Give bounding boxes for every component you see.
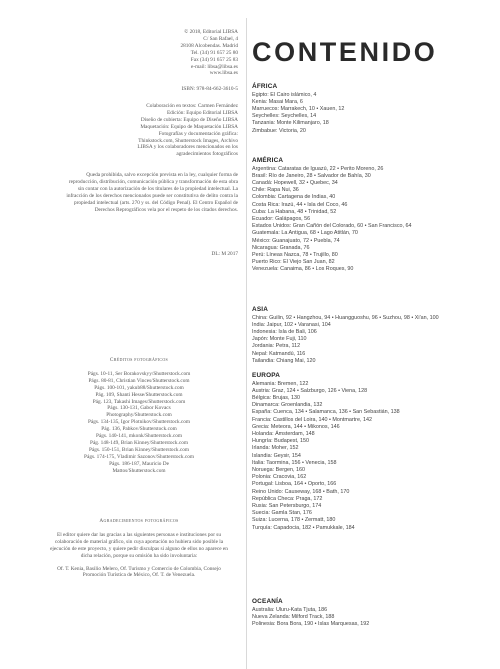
toc-entry: Suiza: Lucerna, 178 • Zermatt, 180	[252, 517, 336, 524]
photo-credit-line: Pág. 136, Pabkov/Shutterstock.com	[101, 426, 177, 433]
toc-entry: Brasil: Río de Janeiro, 28 • Salvador de Bahía, 30	[252, 172, 371, 179]
toc-entry: Polinesia: Bora Bora, 190 • Islas Marquesas, 192	[252, 620, 370, 627]
imprint-column	[0, 0, 238, 669]
toc-entry: Nicaragua: Granada, 76	[252, 244, 310, 251]
toc-entry: Cuba: La Habana, 48 • Trinidad, 52	[252, 208, 337, 215]
imprint-line: C/ San Rafael, 4	[203, 35, 238, 42]
toc-section	[252, 83, 498, 135]
credit-line: Diseño de cubierta: Equipo de Diseño LIBSA	[140, 116, 238, 123]
acknowledgements-names: Of. T. Kenia, Basilio Melero, Of. Turismo y Comercio de Colombia, Consejo Promoción Turística de México, Of. T. de Venezuela.	[57, 565, 221, 579]
photo-credit-line: Págs. 134-135, Igor Plotnikov/Shutterstock.com	[87, 419, 191, 426]
toc-entry: Turquía: Capadocia, 182 • Pamukkale, 184	[252, 524, 355, 531]
toc-entry: Chile: Rapa Nui, 36	[252, 187, 299, 194]
credit-line: Colaboración en textos: Carmen Fernández	[146, 103, 238, 109]
toc-entry: Zimbabue: Victoria, 20	[252, 127, 306, 134]
toc-entry: Bélgica: Brujas, 130	[252, 394, 300, 401]
isbn-text: ISBN: 978-84-662-3610-5	[181, 86, 238, 92]
production-credits	[48, 103, 238, 158]
photo-credit-line: Pág. 123, Takashi Images/Shutterstock.com	[92, 398, 186, 405]
toc-entry: República Checa: Praga, 172	[252, 495, 323, 502]
imprint-line: 28108 Alcobendas. Madrid	[180, 42, 238, 49]
photo-credit-line: Págs. 186-187, Mauricio De	[109, 460, 169, 467]
entry-list	[252, 607, 498, 629]
legal-deposit	[48, 251, 238, 258]
credit-line: LIBSA y los colaboradores mencionados en los	[137, 144, 238, 151]
photo-credit-line: Pág. 109, Shanti Hesse/Shutterstock.com	[95, 391, 183, 398]
toc-section	[252, 372, 498, 532]
region-heading: OCEANÍA	[252, 598, 283, 605]
toc-entry: Colombia: Cartagena de Indias, 40	[252, 194, 336, 201]
deposit-text: DL: M 2017	[211, 251, 238, 257]
toc-entry: México: Guanajuato, 72 • Puebla, 74	[252, 237, 340, 244]
toc-entry: Egipto: El Cairo islámico, 4	[252, 91, 317, 98]
region-heading: ASIA	[252, 306, 269, 313]
toc-entry: Venezuela: Canaima, 86 • Los Roques, 90	[252, 266, 354, 273]
photo-credit-line: Págs. 150-151, Brian Kinney/Shutterstock.com	[88, 446, 190, 453]
toc-entry: Alemania: Bremen, 122	[252, 380, 309, 387]
entry-list	[252, 315, 498, 365]
toc-entry: Japón: Monte Fuji, 110	[252, 336, 307, 343]
toc-entry: Estados Unidos: Gran Cañón del Colorado, 60 • San Francisco, 64	[252, 223, 412, 230]
toc-entry: Jordania: Petra, 112	[252, 343, 301, 350]
toc-entry: Suecia: Gamla Stan, 176	[252, 510, 312, 517]
photo-credit-line: Págs. 80-81, Christian Vinces/Shutterstock.com	[88, 377, 190, 384]
credit-line: Fotografías y documentación gráfica:	[158, 130, 238, 137]
toc-entry: Hungría: Budapest, 150	[252, 438, 309, 445]
photo-credit-line: Págs. 130-131, Gabor Kovacs	[107, 405, 171, 412]
photo-credit-line: Photography/Shutterstock.com	[106, 412, 172, 419]
entry-list	[252, 381, 498, 532]
imprint-line: e-mail: libsa@libsa.es	[191, 63, 238, 70]
page-title: CONTENIDO	[252, 37, 438, 67]
photo-credit-line: Págs. 140-141, mkonk/Shutterstock.com	[95, 433, 183, 440]
toc-entry: Francia: Castillos del Loira, 140 • Montmartre, 142	[252, 416, 372, 423]
photo-credits-list	[44, 371, 234, 475]
toc-entry: Tanzania: Monte Kilimanjaro, 18	[252, 120, 329, 127]
toc-entry: Islandia: Geysir, 154	[252, 452, 301, 459]
toc-entry: Nepal: Katmandú, 116	[252, 350, 306, 357]
acknowledgements-block	[50, 518, 228, 579]
toc-section	[252, 598, 498, 628]
publisher-imprint	[48, 29, 238, 77]
toc-entry: Marruecos: Marrakech, 10 • Xauen, 12	[252, 105, 345, 112]
toc-entry: Noruega: Bergen, 160	[252, 466, 306, 473]
toc-entry: Guatemala: La Antigua, 68 • Lago Atitlán, 70	[252, 230, 358, 237]
imprint-line: © 2018, Editorial LIBSA	[184, 29, 238, 35]
credit-line: Maquetación: Equipo de Maquetación LIBSA	[140, 123, 238, 130]
toc-entry: Reino Unido: Causeway, 168 • Bath, 170	[252, 488, 350, 495]
toc-entry: Indonesia: Isla de Bali, 106	[252, 328, 317, 335]
toc-entry: India: Jaipur, 102 • Varanasi, 104	[252, 321, 331, 328]
toc-entry: Italia: Taormina, 156 • Venecia, 158	[252, 459, 337, 466]
toc-entry: Perú: Líneas Nazca, 78 • Trujillo, 80	[252, 251, 338, 258]
photo-credit-line: Pág. 148-149, Brian Kinney/Shutterstock.com	[90, 439, 188, 446]
column-divider	[246, 18, 247, 669]
photo-credit-line: Mattos/Shutterstock.com	[112, 467, 166, 474]
credit-line: agradecimientos fotográficos	[176, 151, 238, 158]
legal-text: Queda prohibida, salvo excepción prevista en la ley, cualquier forma de reproducción, distribución, comunicación pública y transformación de esta obra sin contar con la autorización de los titulares de la propiedad intelectual. La infracción de los derechos mencionados puede ser constitutiva de delito contra la propiedad intelectual (arts. 270 y ss. del Código Penal). El Centro Español de Derechos Reprográficos vela por el respeto de los citados derechos.	[66, 172, 238, 213]
region-heading: ÁFRICA	[252, 83, 278, 90]
toc-entry: España: Cuenca, 134 • Salamanca, 136 • San Sebastián, 138	[252, 409, 400, 416]
toc-entry: Grecia: Meteora, 144 • Mikonos, 146	[252, 423, 340, 430]
toc-entry: Puerto Rico: El Viejo San Juan, 82	[252, 259, 335, 266]
toc-entry: Argentina: Cataratas de Iguazú, 22 • Perito Moreno, 26	[252, 165, 384, 172]
entry-list	[252, 166, 498, 274]
entry-list	[252, 92, 498, 135]
toc-entry: Nueva Zelanda: Milford Track, 188	[252, 613, 335, 620]
toc-entry: Austria: Graz, 124 • Salzburgo, 126 • Viena, 128	[252, 387, 368, 394]
imprint-line: www.libsa.es	[209, 70, 238, 77]
imprint-line: Tel. (34) 91 657 25 80	[190, 49, 238, 56]
photo-credit-line: Págs. 100-101, yakub88/Shutterstock.com	[94, 384, 184, 391]
toc-entry: Dinamarca: Groenlandia, 132	[252, 402, 323, 409]
toc-entry: Tailandia: Chiang Mai, 120	[252, 357, 316, 364]
toc-entry: Portugal: Lisboa, 164 • Oporto, 166	[252, 481, 337, 488]
photo-credit-line: Págs. 174-175, Vladimir Sazonov/Shutterstock.com	[84, 453, 194, 460]
toc-entry: Ecuador: Galápagos, 56	[252, 215, 311, 222]
toc-entry: Kenia: Masai Mara, 6	[252, 98, 303, 105]
toc-section	[252, 157, 498, 274]
credit-line: Thinkstock.com, Shutterstock Images, Archivo	[138, 137, 238, 144]
toc-entry: Canadá: Hopewell, 32 • Quebec, 34	[252, 179, 338, 186]
photo-credits-title: Créditos fotográficos	[109, 357, 169, 363]
toc-entry: Australia: Uluru-Kata Tjuta, 186	[252, 606, 328, 613]
acknowledgements-title: Agradecimientos fotográficos	[99, 518, 179, 524]
isbn	[48, 86, 238, 93]
legal-notice	[62, 172, 238, 213]
imprint-line: Fax (34) 91 657 25 83	[190, 56, 238, 63]
acknowledgements-text: El editor quiere dar las gracias a las siguientes personas e instituciones por su colaboración de material gráfico, sin cuya aportación no hubiera sido posible la ejecución de este proyecto, y quiere pedir disculpas si alguno de ellos no aparece en dicha relación, porque su omisión ha sido involuntaria:	[50, 531, 228, 559]
toc-entry: Rusia: San Petersburgo, 174	[252, 502, 322, 509]
toc-section	[252, 306, 498, 365]
toc-entry: Irlanda: Moher, 152	[252, 445, 299, 452]
toc-entry: China: Guilin, 92 • Hangzhou, 94 • Huangguoshu, 96 • Suzhou, 98 • Xi'an, 100	[252, 314, 439, 321]
toc-entry: Holanda: Ámsterdam, 148	[252, 430, 315, 437]
photo-credit-line: Págs. 10-11, Ser Borakovskyy/Shutterstock.com	[87, 370, 191, 377]
toc-entry: Costa Rica: Irazú, 44 • Isla del Coco, 46	[252, 201, 348, 208]
credit-line: Edición: Equipo Editorial LIBSA	[166, 109, 238, 116]
photo-credits-block	[44, 357, 234, 475]
toc-entry: Polonia: Cracovia, 162	[252, 474, 307, 481]
region-heading: AMÉRICA	[252, 157, 284, 164]
region-heading: EUROPA	[252, 372, 281, 379]
toc-entry: Seychelles: Seychelles, 14	[252, 113, 317, 120]
